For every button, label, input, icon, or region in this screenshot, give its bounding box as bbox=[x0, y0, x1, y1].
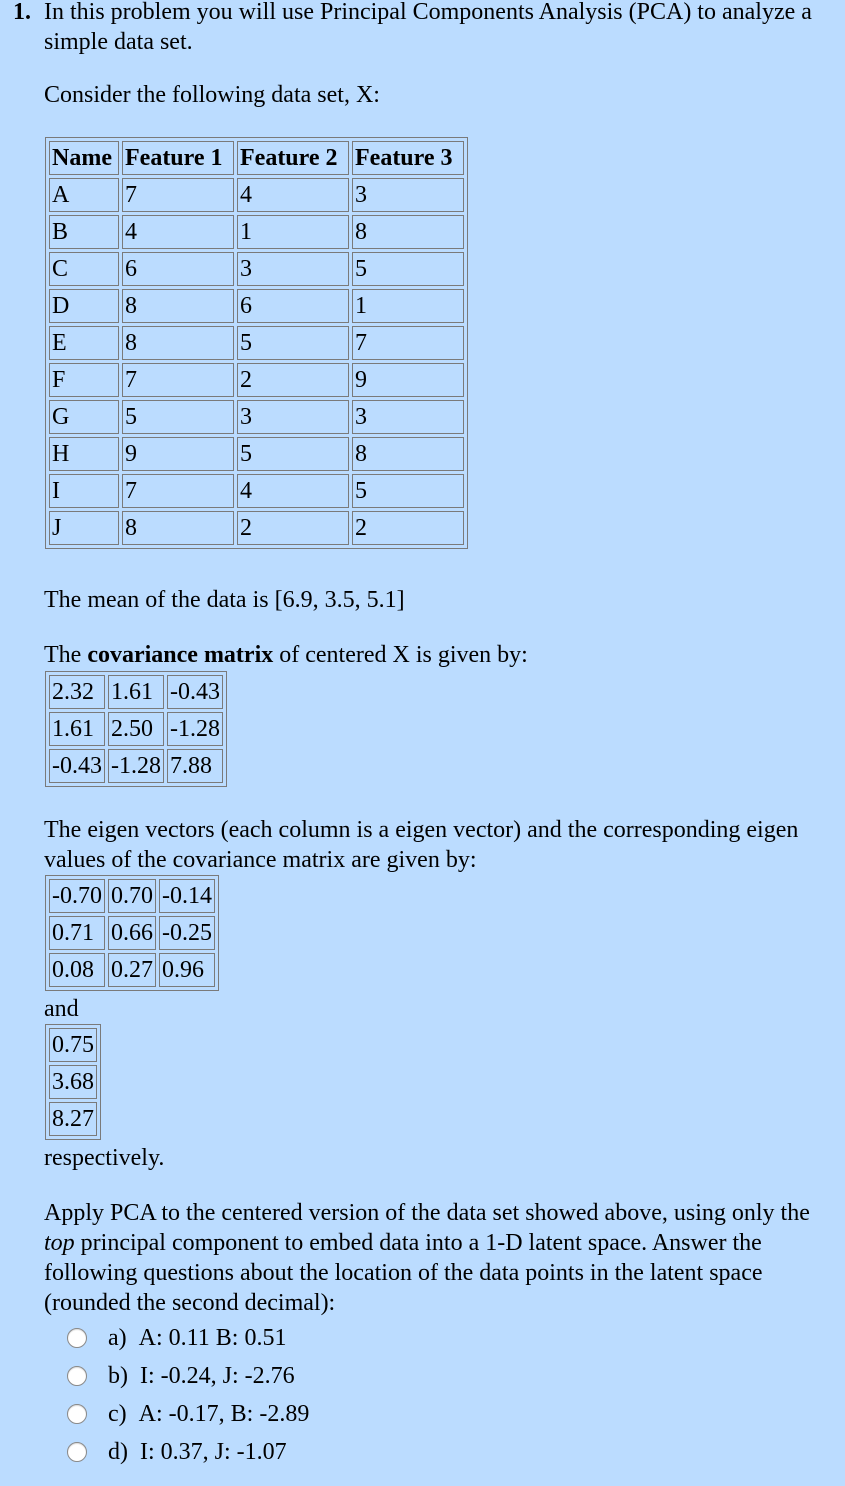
cell-feature-2: 2 bbox=[237, 511, 349, 545]
option-text: A: -0.17, B: -2.89 bbox=[138, 1401, 310, 1427]
cell-feature-3: 8 bbox=[352, 215, 464, 249]
table-row bbox=[49, 363, 464, 397]
matrix-cell: 0.70 bbox=[108, 879, 156, 913]
and-text: and bbox=[44, 996, 79, 1022]
cell-feature-1: 4 bbox=[122, 215, 234, 249]
instructions-emphasis: top bbox=[44, 1230, 75, 1256]
table-row bbox=[49, 400, 464, 434]
cell-feature-2: 2 bbox=[237, 363, 349, 397]
option-c[interactable] bbox=[108, 1399, 309, 1429]
matrix-row bbox=[49, 1065, 97, 1099]
cell-feature-3: 5 bbox=[352, 252, 464, 286]
cell-feature-1: 7 bbox=[122, 178, 234, 212]
cell-feature-1: 7 bbox=[122, 474, 234, 508]
matrix-cell: 0.66 bbox=[108, 916, 156, 950]
covariance-term: covariance matrix bbox=[87, 642, 274, 668]
cell-feature-3: 3 bbox=[352, 400, 464, 434]
respectively-text: respectively. bbox=[44, 1145, 165, 1171]
matrix-cell: 1.61 bbox=[108, 675, 164, 709]
option-letter: b) bbox=[108, 1363, 128, 1389]
cell-name: D bbox=[49, 289, 119, 323]
header-feature-2: Feature 2 bbox=[237, 141, 349, 175]
cell-feature-3: 5 bbox=[352, 474, 464, 508]
eigen-text: The eigen vectors (each column is a eigen vector) and the corresponding eigen values of the covariance matrix are given by: bbox=[44, 817, 799, 873]
cell-feature-2: 3 bbox=[237, 252, 349, 286]
instructions-post: principal component to embed data into a 1-D latent space. Answer the following questions about the location of the data points in the latent space (rounded the second decimal): bbox=[44, 1230, 763, 1316]
cell-name: H bbox=[49, 437, 119, 471]
matrix-cell: 0.96 bbox=[159, 953, 215, 987]
instructions-pre: Apply PCA to the centered version of the data set showed above, using only the bbox=[44, 1200, 810, 1226]
cell-feature-1: 8 bbox=[122, 289, 234, 323]
cell-feature-2: 6 bbox=[237, 289, 349, 323]
matrix-cell: -0.70 bbox=[49, 879, 105, 913]
matrix-cell: 0.75 bbox=[49, 1028, 97, 1062]
matrix-row bbox=[49, 1028, 97, 1062]
matrix-row bbox=[49, 953, 215, 987]
eigenvalue-vector bbox=[45, 1024, 101, 1140]
covariance-text bbox=[44, 640, 824, 670]
option-d[interactable] bbox=[108, 1437, 287, 1467]
dataset-header-row bbox=[49, 141, 464, 175]
cell-feature-3: 8 bbox=[352, 437, 464, 471]
matrix-cell: -0.43 bbox=[167, 675, 223, 709]
matrix-row bbox=[49, 749, 223, 783]
cell-name: I bbox=[49, 474, 119, 508]
cell-name: E bbox=[49, 326, 119, 360]
option-letter: a) bbox=[108, 1325, 127, 1351]
question-number: 1. bbox=[13, 0, 31, 25]
header-feature-3: Feature 3 bbox=[352, 141, 464, 175]
cell-feature-3: 3 bbox=[352, 178, 464, 212]
cell-feature-2: 3 bbox=[237, 400, 349, 434]
matrix-cell: 0.27 bbox=[108, 953, 156, 987]
matrix-row bbox=[49, 879, 215, 913]
cell-feature-1: 5 bbox=[122, 400, 234, 434]
cell-feature-2: 5 bbox=[237, 437, 349, 471]
matrix-cell: 8.27 bbox=[49, 1102, 97, 1136]
cell-feature-2: 4 bbox=[237, 474, 349, 508]
matrix-cell: -0.43 bbox=[49, 749, 105, 783]
dataset-intro: Consider the following data set, X: bbox=[44, 82, 380, 108]
matrix-cell: -0.25 bbox=[159, 916, 215, 950]
matrix-cell: 0.08 bbox=[49, 953, 105, 987]
matrix-cell: 2.50 bbox=[108, 712, 164, 746]
cell-feature-2: 1 bbox=[237, 215, 349, 249]
covariance-matrix bbox=[45, 671, 227, 787]
matrix-cell: 1.61 bbox=[49, 712, 105, 746]
option-a-radio[interactable] bbox=[67, 1328, 87, 1348]
matrix-row bbox=[49, 916, 215, 950]
cell-name: B bbox=[49, 215, 119, 249]
table-row bbox=[49, 474, 464, 508]
covariance-suffix: of centered X is given by: bbox=[273, 642, 528, 668]
cell-name: F bbox=[49, 363, 119, 397]
table-row bbox=[49, 252, 464, 286]
cell-feature-2: 4 bbox=[237, 178, 349, 212]
option-text: A: 0.11 B: 0.51 bbox=[138, 1325, 287, 1351]
cell-name: C bbox=[49, 252, 119, 286]
cell-feature-2: 5 bbox=[237, 326, 349, 360]
matrix-row bbox=[49, 675, 223, 709]
matrix-cell: 2.32 bbox=[49, 675, 105, 709]
cell-feature-1: 8 bbox=[122, 511, 234, 545]
option-d-radio[interactable] bbox=[67, 1442, 87, 1462]
table-row bbox=[49, 215, 464, 249]
mean-text: The mean of the data is [6.9, 3.5, 5.1] bbox=[44, 587, 405, 613]
cell-feature-1: 9 bbox=[122, 437, 234, 471]
matrix-cell: -0.14 bbox=[159, 879, 215, 913]
cell-feature-1: 6 bbox=[122, 252, 234, 286]
header-feature-1: Feature 1 bbox=[122, 141, 234, 175]
option-b[interactable] bbox=[108, 1361, 295, 1391]
option-a[interactable] bbox=[108, 1323, 286, 1353]
option-letter: d) bbox=[108, 1439, 128, 1465]
cell-feature-3: 2 bbox=[352, 511, 464, 545]
table-row bbox=[49, 289, 464, 323]
matrix-cell: -1.28 bbox=[108, 749, 164, 783]
option-b-radio[interactable] bbox=[67, 1366, 87, 1386]
table-row bbox=[49, 437, 464, 471]
dataset-table bbox=[45, 137, 468, 549]
cell-name: G bbox=[49, 400, 119, 434]
table-row bbox=[49, 178, 464, 212]
cell-name: A bbox=[49, 178, 119, 212]
instructions bbox=[44, 1198, 824, 1318]
cell-feature-1: 8 bbox=[122, 326, 234, 360]
option-text: I: -0.24, J: -2.76 bbox=[140, 1363, 295, 1389]
table-row bbox=[49, 511, 464, 545]
cell-name: J bbox=[49, 511, 119, 545]
cell-feature-3: 9 bbox=[352, 363, 464, 397]
cell-feature-3: 1 bbox=[352, 289, 464, 323]
option-c-radio[interactable] bbox=[67, 1404, 87, 1424]
covariance-prefix: The bbox=[44, 642, 88, 668]
cell-feature-1: 7 bbox=[122, 363, 234, 397]
matrix-cell: 3.68 bbox=[49, 1065, 97, 1099]
matrix-cell: 0.71 bbox=[49, 916, 105, 950]
matrix-row bbox=[49, 712, 223, 746]
option-letter: c) bbox=[108, 1401, 127, 1427]
eigenvector-matrix bbox=[45, 875, 219, 991]
matrix-cell: -1.28 bbox=[167, 712, 223, 746]
cell-feature-3: 7 bbox=[352, 326, 464, 360]
table-row bbox=[49, 326, 464, 360]
header-name: Name bbox=[49, 141, 119, 175]
matrix-cell: 7.88 bbox=[167, 749, 223, 783]
option-text: I: 0.37, J: -1.07 bbox=[140, 1439, 287, 1465]
matrix-row bbox=[49, 1102, 97, 1136]
question-intro: In this problem you will use Principal Components Analysis (PCA) to analyze a simple data set. bbox=[44, 0, 812, 55]
